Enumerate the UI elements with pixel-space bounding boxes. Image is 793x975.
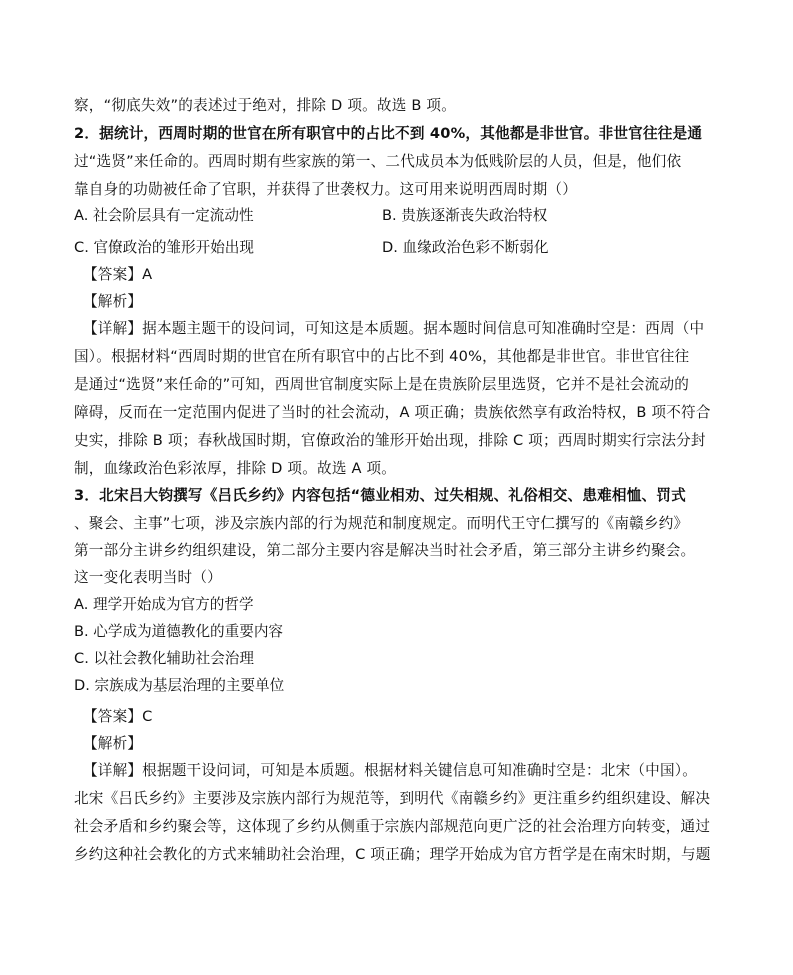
option-d: D. 血缘政治色彩不断弱化 bbox=[382, 239, 549, 256]
question-3-line: 第一部分主讲乡约组织建设，第二部分主要内容是解决当时社会矛盾，第三部分主讲乡约聚会。 bbox=[74, 542, 696, 559]
detail-line: 制，血缘政治色彩浓厚，排除 D 项。故选 A 项。 bbox=[74, 460, 397, 477]
question-2-line: 靠自身的功勋被任命了官职，并获得了世袭权力。这可用来说明西周时期（） bbox=[74, 181, 577, 198]
option-c: C. 以社会教化辅助社会治理 bbox=[74, 650, 255, 667]
question-2-line: 2．据统计，西周时期的世官在所有职官中的占比不到 40%，其他都是非世官。非世官往往是通 bbox=[74, 125, 703, 142]
detail-line: 障碍，反而在一定范围内促进了当时的社会流动，A 项正确；贵族依然享有政治特权，B 项不符合 bbox=[74, 404, 711, 421]
question-2-line: 过“选贤”来任命的。西周时期有些家族的第一、二代成员本为低贱阶层的人员，但是，他们依 bbox=[74, 153, 682, 170]
detail-line: 史实，排除 B 项；春秋战国时期，官僚政治的雏形开始出现，排除 C 项；西周时期实行宗法分封 bbox=[74, 432, 706, 449]
question-3-line: 、聚会、主事”七项，涉及宗族内部的行为规范和制度规定。而明代王守仁撰写的《南赣乡约》 bbox=[74, 515, 689, 532]
option-b: B. 心学成为道德教化的重要内容 bbox=[74, 623, 284, 640]
detail-line: 国）。根据材料“西周时期的世官在所有职官中的占比不到 40%，其他都是非世官。非世官往往 bbox=[74, 348, 690, 365]
detail-line: 是通过“选贤”来任命的”可知，西周世官制度实际上是在贵族阶层里选贤，它并不是社会流动的 bbox=[74, 376, 690, 393]
detail-line: 北宋《吕氏乡约》主要涉及宗族内部行为规范等，到明代《南赣乡约》更注重乡约组织建设、解决 bbox=[74, 790, 711, 807]
detail-line: 社会矛盾和乡约聚会等，这体现了乡约从侧重于宗族内部规范向更广泛的社会治理方向转变，通过 bbox=[74, 818, 711, 835]
answer-label: 【答案】C bbox=[83, 708, 153, 725]
option-a: A. 理学开始成为官方的哲学 bbox=[74, 596, 254, 613]
analysis-label: 【解析】 bbox=[83, 293, 143, 310]
option-d: D. 宗族成为基层治理的主要单位 bbox=[74, 677, 285, 694]
text-line: 察，“彻底失效”的表述过于绝对，排除 D 项。故选 B 项。 bbox=[74, 97, 456, 114]
option-b: B. 贵族逐渐丧失政治特权 bbox=[382, 207, 548, 224]
detail-line: 乡约这种社会教化的方式来辅助社会治理，C 项正确；理学开始成为官方哲学是在南宋时期，与题 bbox=[74, 846, 711, 863]
question-3-line: 3．北宋吕大钧撰写《吕氏乡约》内容包括“德业相劝、过失相规、礼俗相交、患难相恤、罚式 bbox=[74, 487, 686, 504]
question-3-line: 这一变化表明当时（） bbox=[74, 569, 222, 586]
option-a: A. 社会阶层具有一定流动性 bbox=[74, 207, 254, 224]
detail-line: 【详解】根据题干设问词，可知是本质题。根据材料关键信息可知准确时空是：北宋（中国）。 bbox=[83, 762, 698, 779]
detail-line: 【详解】据本题主题干的设问词，可知这是本质题。据本题时间信息可知准确时空是：西周（中 bbox=[83, 320, 705, 337]
analysis-label: 【解析】 bbox=[83, 735, 143, 752]
option-c: C. 官僚政治的雏形开始出现 bbox=[74, 239, 255, 256]
answer-label: 【答案】A bbox=[83, 266, 153, 283]
